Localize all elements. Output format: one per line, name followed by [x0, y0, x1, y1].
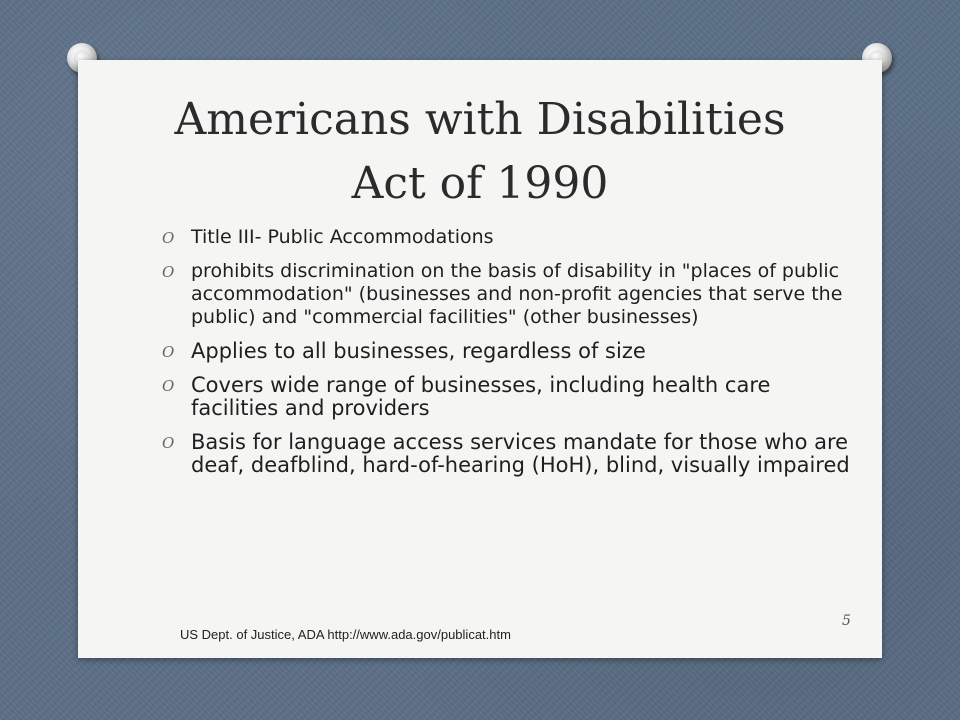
list-item — [162, 226, 862, 249]
source-citation: US Dept. of Justice, ADA http://www.ada.gov/publicat.htm — [180, 627, 511, 642]
bullet-text: Covers wide range of businesses, including health care facilities and providers — [191, 373, 771, 420]
bullet-icon: O — [162, 434, 175, 452]
slide-title — [78, 88, 882, 216]
list-item — [162, 374, 862, 420]
bullet-text: Applies to all businesses, regardless of size — [191, 339, 646, 363]
title-line: Act of 1990 — [351, 158, 609, 209]
title-line: Americans with Disabilities — [174, 94, 786, 145]
bullet-text: Title III- Public Accommodations — [191, 226, 494, 248]
page-number: 5 — [842, 613, 851, 629]
bullet-list — [162, 226, 862, 477]
list-item — [162, 340, 862, 363]
list-item — [162, 260, 862, 329]
bullet-text: prohibits discrimination on the basis of disability in "places of public accommodation" (businesses and non-profit agencies that serve the public) and "commercial facilities" (other businesses) — [191, 260, 843, 328]
slide — [78, 60, 882, 658]
bullet-icon: O — [162, 377, 175, 395]
bullet-text: Basis for language access services mandate for those who are deaf, deafblind, hard-of-hearing (HoH), blind, visually impaired — [191, 430, 850, 477]
bullet-icon: O — [162, 263, 175, 281]
list-item — [162, 431, 862, 477]
bullet-icon: O — [162, 229, 175, 247]
bullet-icon: O — [162, 343, 175, 361]
